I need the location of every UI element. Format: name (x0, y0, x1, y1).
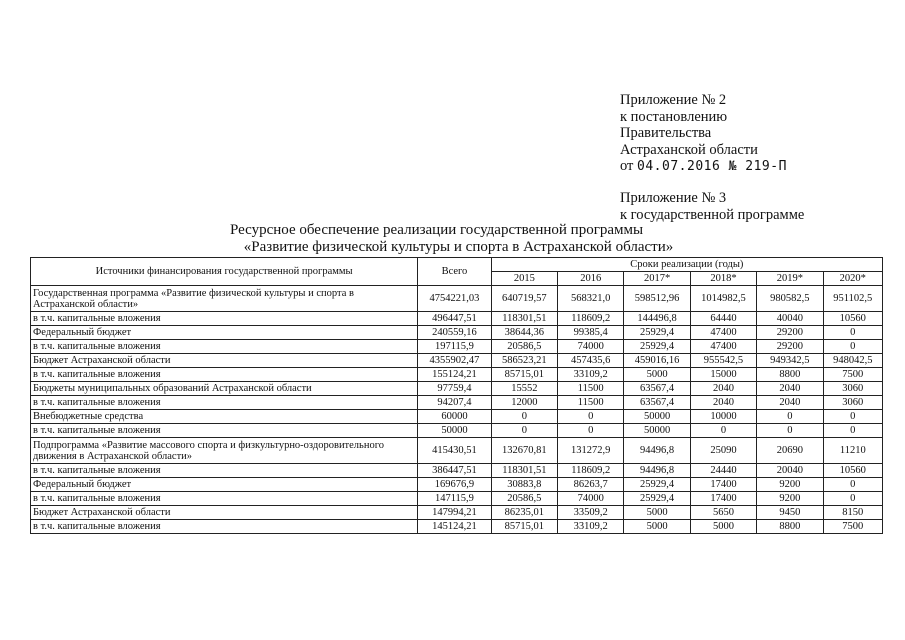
row-year-value: 29200 (757, 340, 823, 354)
row-year-value: 144496,8 (624, 312, 690, 326)
row-year-value: 118609,2 (558, 312, 624, 326)
appendix-2-date-prefix: от (620, 158, 638, 174)
resource-table (30, 257, 883, 534)
appendix-2-date-value: 04.07.2016 № 219-П (637, 159, 787, 174)
table-row (31, 382, 883, 396)
row-year-value: 0 (823, 478, 882, 492)
row-source: в т.ч. капитальные вложения (31, 492, 418, 506)
row-source: в т.ч. капитальные вложения (31, 368, 418, 382)
row-year-value: 24440 (690, 464, 756, 478)
row-year-value: 0 (823, 492, 882, 506)
row-source: Внебюджетные средства (31, 410, 418, 424)
row-year-value: 25929,4 (624, 492, 690, 506)
row-year-value: 0 (823, 340, 882, 354)
table-row (31, 286, 883, 312)
table-row (31, 438, 883, 464)
row-total: 4355902,47 (418, 354, 491, 368)
row-total: 50000 (418, 424, 491, 438)
row-year-value: 8150 (823, 506, 882, 520)
appendix-3-line-1: Приложение № 3 (620, 190, 727, 206)
table-row (31, 312, 883, 326)
row-year-value: 94496,8 (624, 438, 690, 464)
row-year-value: 5650 (690, 506, 756, 520)
appendix-2-date-line (620, 158, 787, 176)
row-year-value: 25090 (690, 438, 756, 464)
row-year-value: 3060 (823, 396, 882, 410)
row-year-value: 17400 (690, 478, 756, 492)
row-year-value: 12000 (491, 396, 557, 410)
row-total: 147994,21 (418, 506, 491, 520)
row-source: Бюджеты муниципальных образований Астраханской области (31, 382, 418, 396)
appendix-2-line-1: Приложение № 2 (620, 92, 727, 108)
row-year-value: 25929,4 (624, 326, 690, 340)
row-source: Федеральный бюджет (31, 326, 418, 340)
row-year-value: 980582,5 (757, 286, 823, 312)
row-total: 94207,4 (418, 396, 491, 410)
row-year-value: 15552 (491, 382, 557, 396)
row-year-value: 85715,01 (491, 368, 557, 382)
row-source: в т.ч. капитальные вложения (31, 520, 418, 534)
appendix-2-line-3: Правительства (620, 125, 712, 141)
row-total: 155124,21 (418, 368, 491, 382)
row-year-value: 5000 (624, 506, 690, 520)
row-year-value: 38644,36 (491, 326, 557, 340)
row-year-value: 63567,4 (624, 396, 690, 410)
row-total: 496447,51 (418, 312, 491, 326)
table-row (31, 368, 883, 382)
row-year-value: 0 (823, 326, 882, 340)
row-year-value: 33509,2 (558, 506, 624, 520)
row-year-value: 74000 (558, 340, 624, 354)
appendix-2-block (620, 92, 787, 176)
row-year-value: 47400 (690, 340, 756, 354)
table-row (31, 396, 883, 410)
table-row (31, 326, 883, 340)
row-total: 240559,16 (418, 326, 491, 340)
row-year-value: 0 (558, 410, 624, 424)
header-total: Всего (418, 258, 491, 286)
row-source: Подпрограмма «Развитие массового спорта и физкультурно-оздоровительного движения в Астраханской области» (31, 438, 418, 464)
row-year-value: 568321,0 (558, 286, 624, 312)
row-source: Федеральный бюджет (31, 478, 418, 492)
row-year-value: 0 (491, 410, 557, 424)
row-year-value: 74000 (558, 492, 624, 506)
row-year-value: 30883,8 (491, 478, 557, 492)
row-year-value: 63567,4 (624, 382, 690, 396)
row-total: 145124,21 (418, 520, 491, 534)
row-year-value: 598512,96 (624, 286, 690, 312)
row-year-value: 0 (558, 424, 624, 438)
row-year-value: 33109,2 (558, 368, 624, 382)
table-row (31, 520, 883, 534)
row-year-value: 132670,81 (491, 438, 557, 464)
document-title-line-2: «Развитие физической культуры и спорта в Астраханской области» (243, 239, 674, 255)
row-year-value: 86263,7 (558, 478, 624, 492)
row-source: Государственная программа «Развитие физической культуры и спорта в Астраханской области» (31, 286, 418, 312)
table-row (31, 410, 883, 424)
row-year-value: 2040 (690, 382, 756, 396)
row-total: 386447,51 (418, 464, 491, 478)
row-year-value: 10560 (823, 464, 882, 478)
row-year-value: 99385,4 (558, 326, 624, 340)
row-year-value: 0 (823, 424, 882, 438)
header-year: 2020* (823, 272, 882, 286)
row-year-value: 2040 (757, 382, 823, 396)
appendix-3-line-2: к государственной программе (620, 206, 805, 223)
row-year-value: 47400 (690, 326, 756, 340)
row-source: в т.ч. капитальные вложения (31, 464, 418, 478)
row-year-value: 9450 (757, 506, 823, 520)
row-year-value: 1014982,5 (690, 286, 756, 312)
row-year-value: 64440 (690, 312, 756, 326)
header-source: Источники финансирования государственной программы (31, 258, 418, 286)
row-year-value: 118301,51 (491, 464, 557, 478)
row-year-value: 50000 (624, 410, 690, 424)
row-year-value: 15000 (690, 368, 756, 382)
row-year-value: 955542,5 (690, 354, 756, 368)
row-year-value: 2040 (757, 396, 823, 410)
row-total: 60000 (418, 410, 491, 424)
row-year-value: 118301,51 (491, 312, 557, 326)
row-year-value: 951102,5 (823, 286, 882, 312)
row-year-value: 10000 (690, 410, 756, 424)
row-year-value: 11500 (558, 382, 624, 396)
header-period: Сроки реализации (годы) (491, 258, 882, 272)
document-title-line-1: Ресурсное обеспечение реализации государственной программы (229, 222, 644, 238)
row-year-value: 17400 (690, 492, 756, 506)
row-year-value: 20586,5 (491, 492, 557, 506)
row-year-value: 640719,57 (491, 286, 557, 312)
table-row (31, 340, 883, 354)
row-year-value: 586523,21 (491, 354, 557, 368)
appendix-2-line-2: к постановлению (620, 108, 728, 125)
row-year-value: 40040 (757, 312, 823, 326)
table-row (31, 424, 883, 438)
row-year-value: 948042,5 (823, 354, 882, 368)
row-year-value: 20040 (757, 464, 823, 478)
row-year-value: 0 (690, 424, 756, 438)
row-total: 197115,9 (418, 340, 491, 354)
table-row (31, 492, 883, 506)
table-row (31, 464, 883, 478)
row-year-value: 0 (491, 424, 557, 438)
header-year: 2015 (491, 272, 557, 286)
row-year-value: 0 (757, 410, 823, 424)
header-year: 2017* (624, 272, 690, 286)
row-year-value: 9200 (757, 492, 823, 506)
row-year-value: 33109,2 (558, 520, 624, 534)
row-year-value: 11210 (823, 438, 882, 464)
row-total: 147115,9 (418, 492, 491, 506)
row-year-value: 0 (757, 424, 823, 438)
row-year-value: 7500 (823, 368, 882, 382)
table-row (31, 506, 883, 520)
row-year-value: 29200 (757, 326, 823, 340)
table-body (31, 286, 883, 534)
table-row (31, 478, 883, 492)
row-total: 97759,4 (418, 382, 491, 396)
row-year-value: 8800 (757, 368, 823, 382)
row-year-value: 131272,9 (558, 438, 624, 464)
header-year: 2016 (558, 272, 624, 286)
row-year-value: 7500 (823, 520, 882, 534)
row-year-value: 5000 (624, 368, 690, 382)
row-year-value: 10560 (823, 312, 882, 326)
table-row (31, 354, 883, 368)
header-year: 2019* (757, 272, 823, 286)
row-source: в т.ч. капитальные вложения (31, 340, 418, 354)
row-year-value: 8800 (757, 520, 823, 534)
row-year-value: 25929,4 (624, 340, 690, 354)
row-year-value: 85715,01 (491, 520, 557, 534)
row-total: 169676,9 (418, 478, 491, 492)
row-year-value: 86235,01 (491, 506, 557, 520)
row-year-value: 459016,16 (624, 354, 690, 368)
appendix-3-block (620, 190, 804, 223)
header-year: 2018* (690, 272, 756, 286)
row-year-value: 5000 (690, 520, 756, 534)
row-year-value: 457435,6 (558, 354, 624, 368)
row-year-value: 5000 (624, 520, 690, 534)
row-year-value: 3060 (823, 382, 882, 396)
row-year-value: 9200 (757, 478, 823, 492)
row-source: в т.ч. капитальные вложения (31, 424, 418, 438)
row-source: Бюджет Астраханской области (31, 354, 418, 368)
row-source: в т.ч. капитальные вложения (31, 396, 418, 410)
row-year-value: 2040 (690, 396, 756, 410)
row-year-value: 50000 (624, 424, 690, 438)
row-year-value: 94496,8 (624, 464, 690, 478)
row-year-value: 949342,5 (757, 354, 823, 368)
row-total: 415430,51 (418, 438, 491, 464)
row-year-value: 20586,5 (491, 340, 557, 354)
row-year-value: 25929,4 (624, 478, 690, 492)
row-source: Бюджет Астраханской области (31, 506, 418, 520)
row-year-value: 0 (823, 410, 882, 424)
row-year-value: 11500 (558, 396, 624, 410)
row-year-value: 118609,2 (558, 464, 624, 478)
row-year-value: 20690 (757, 438, 823, 464)
appendix-2-line-4: Астраханской области (620, 141, 758, 158)
row-source: в т.ч. капитальные вложения (31, 312, 418, 326)
row-total: 4754221,03 (418, 286, 491, 312)
